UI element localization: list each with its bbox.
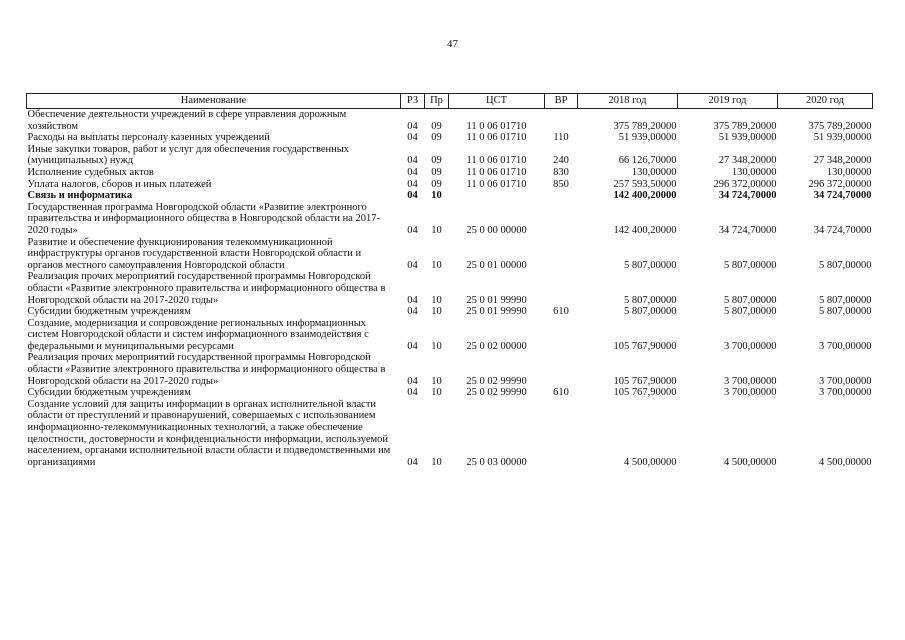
- cell-y2020: 51 939,00000: [813, 132, 872, 144]
- table-row: [27, 109, 873, 133]
- cell-pr: 10: [431, 306, 442, 318]
- cell-name: Реализация прочих мероприятий государственной программы Новгородской области «Развитие электронного правительства и информационного общества в Новгородской области на 2017-2020 годы»: [27, 352, 386, 387]
- cell-vr: 610: [553, 306, 569, 318]
- cell-pr: 10: [431, 456, 442, 468]
- cell-y2018: 5 807,00000: [624, 294, 677, 306]
- cell-pr: 10: [431, 294, 442, 306]
- cell-y2020: 3 700,00000: [819, 387, 872, 399]
- cell-y2019: 3 700,00000: [724, 375, 777, 387]
- cell-vr: [545, 237, 578, 272]
- cell-rz: 04: [407, 178, 418, 190]
- cell-name: Обеспечение деятельности учреждений в сфере управления дорожным хозяйством: [27, 109, 347, 132]
- cell-pr: 10: [431, 259, 442, 271]
- cell-vr: [545, 352, 578, 387]
- table-row: [27, 179, 873, 191]
- cell-y2019: 5 807,00000: [724, 259, 777, 271]
- cell-rz: 04: [407, 155, 418, 167]
- header-rz: РЗ: [401, 94, 425, 109]
- cell-name: Исполнение судебных актов: [27, 166, 154, 178]
- cell-pr: 09: [431, 178, 442, 190]
- cell-y2020: 4 500,00000: [819, 456, 872, 468]
- header-2018: 2018 год: [578, 94, 678, 109]
- cell-rz: 04: [407, 132, 418, 144]
- header-name: Наименование: [27, 94, 401, 109]
- cell-y2020: 130,00000: [826, 166, 872, 178]
- header-vr: ВР: [545, 94, 578, 109]
- cell-y2018: 66 126,70000: [618, 155, 677, 167]
- cell-cst: 25 0 00 00000: [466, 224, 527, 236]
- cell-y2019: 3 700,00000: [724, 340, 777, 352]
- cell-y2019: 130,00000: [731, 166, 777, 178]
- cell-vr: [545, 399, 578, 469]
- cell-name: Иные закупки товаров, работ и услуг для обеспечения государственных (муниципальных) нужд: [27, 143, 350, 167]
- cell-y2018: 142 400,20000: [613, 190, 677, 202]
- cell-rz: 04: [407, 120, 418, 132]
- cell-name: Создание, модернизация и сопровождение региональных информационных систем Новгородской области и систем информационного взаимодействия с федеральными и муниципальными ресурсами: [27, 317, 369, 352]
- cell-pr: 10: [431, 375, 442, 387]
- cell-y2020: 5 807,00000: [819, 294, 872, 306]
- cell-y2018: 375 789,20000: [613, 120, 677, 132]
- cell-y2018: 142 400,20000: [613, 224, 677, 236]
- table-row: [27, 352, 873, 387]
- cell-pr: 09: [431, 120, 442, 132]
- cell-cst: 25 0 01 00000: [466, 259, 527, 271]
- cell-y2020: 5 807,00000: [819, 306, 872, 318]
- cell-pr: 09: [431, 166, 442, 178]
- cell-y2020: 3 700,00000: [819, 375, 872, 387]
- cell-y2020: 34 724,70000: [813, 190, 872, 202]
- table-row: [27, 190, 873, 202]
- cell-y2018: 105 767,90000: [613, 387, 677, 399]
- cell-y2018: 105 767,90000: [613, 340, 677, 352]
- cell-cst: 25 0 02 00000: [466, 340, 527, 352]
- cell-vr: 850: [553, 178, 569, 190]
- cell-y2019: 34 724,70000: [718, 190, 777, 202]
- cell-cst: [449, 190, 545, 202]
- cell-y2019: 3 700,00000: [724, 387, 777, 399]
- cell-pr: 10: [431, 190, 442, 202]
- cell-y2019: 51 939,00000: [718, 132, 777, 144]
- cell-rz: 04: [407, 294, 418, 306]
- cell-y2019: 296 372,00000: [713, 178, 777, 190]
- cell-vr: [545, 190, 578, 202]
- table-row: [27, 387, 873, 399]
- cell-y2020: 27 348,20000: [813, 155, 872, 167]
- cell-cst: 11 0 06 01710: [466, 178, 527, 190]
- cell-cst: 11 0 06 01710: [466, 120, 527, 132]
- header-2019: 2019 год: [678, 94, 778, 109]
- page-number: 47: [447, 38, 458, 50]
- cell-y2018: 5 807,00000: [624, 306, 677, 318]
- header-2020: 2020 год: [778, 94, 873, 109]
- cell-name: Субсидии бюджетным учреждениям: [27, 387, 191, 399]
- cell-rz: 04: [407, 340, 418, 352]
- cell-y2018: 130,00000: [631, 166, 677, 178]
- cell-pr: 10: [431, 340, 442, 352]
- cell-rz: 04: [407, 375, 418, 387]
- cell-vr: 110: [553, 132, 569, 144]
- cell-pr: 10: [431, 387, 442, 399]
- cell-rz: 04: [407, 259, 418, 271]
- cell-name: Субсидии бюджетным учреждениям: [27, 306, 191, 318]
- cell-y2019: 5 807,00000: [724, 306, 777, 318]
- table-row: [27, 237, 873, 272]
- cell-y2018: 5 807,00000: [624, 259, 677, 271]
- cell-rz: 04: [407, 224, 418, 236]
- header-cst: ЦСТ: [449, 94, 545, 109]
- cell-name: Уплата налогов, сборов и иных платежей: [27, 178, 212, 190]
- cell-vr: [545, 109, 578, 133]
- cell-rz: 04: [407, 387, 418, 399]
- table-row: [27, 144, 873, 167]
- cell-vr: 240: [553, 155, 569, 167]
- cell-vr: [545, 271, 578, 306]
- cell-pr: 09: [431, 155, 442, 167]
- cell-y2020: 375 789,20000: [808, 120, 872, 132]
- cell-name: Связь и информатика: [27, 190, 133, 202]
- cell-vr: [545, 318, 578, 353]
- cell-name: Государственная программа Новгородской области «Развитие электронного правительства и информационного общества в Новгородской области на 2017-2020 годы»: [27, 201, 381, 236]
- table-row: [27, 271, 873, 306]
- cell-y2019: 27 348,20000: [718, 155, 777, 167]
- cell-y2019: 5 807,00000: [724, 294, 777, 306]
- cell-cst: 11 0 06 01710: [466, 132, 527, 144]
- cell-name: Развитие и обеспечение функционирования телекоммуникационной инфраструктуры органов государственной власти Новгородской области и органов местного самоуправления Новгородской области: [27, 236, 362, 271]
- table-row: [27, 202, 873, 237]
- cell-name: Создание условий для защиты информации в органах исполнительной власти области от преступлений и правонарушений, совершаемых с использованием информационно-телекоммуникационных технологий, а также обеспечение целостности, достоверности и конфиденциальности информации, используемой населением, органами исполнительной власти области и подведомственными им организациями: [27, 398, 391, 468]
- cell-y2018: 4 500,00000: [624, 456, 677, 468]
- cell-rz: 04: [407, 456, 418, 468]
- cell-name: Реализация прочих мероприятий государственной программы Новгородской области «Развитие электронного правительства и информационного общества в Новгородской области на 2017-2020 годы»: [27, 271, 386, 306]
- cell-y2020: 5 807,00000: [819, 259, 872, 271]
- table-header-row: [27, 94, 873, 109]
- cell-cst: 11 0 06 01710: [466, 155, 527, 167]
- header-pr: Пр: [425, 94, 449, 109]
- cell-cst: 11 0 06 01710: [466, 166, 527, 178]
- cell-vr: [545, 202, 578, 237]
- cell-cst: 25 0 02 99990: [466, 375, 527, 387]
- cell-y2020: 296 372,00000: [808, 178, 872, 190]
- cell-rz: 04: [407, 190, 418, 202]
- cell-y2018: 257 593,50000: [613, 178, 677, 190]
- cell-cst: 25 0 02 99990: [466, 387, 527, 399]
- cell-vr: 610: [553, 387, 569, 399]
- cell-pr: 10: [431, 224, 442, 236]
- cell-y2019: 375 789,20000: [713, 120, 777, 132]
- cell-y2019: 4 500,00000: [724, 456, 777, 468]
- cell-cst: 25 0 01 99990: [466, 306, 527, 318]
- cell-y2020: 34 724,70000: [813, 224, 872, 236]
- cell-y2019: 34 724,70000: [718, 224, 777, 236]
- table-body: [27, 109, 873, 469]
- cell-y2020: 3 700,00000: [819, 340, 872, 352]
- cell-cst: 25 0 01 99990: [466, 294, 527, 306]
- table-row: [27, 399, 873, 469]
- cell-rz: 04: [407, 306, 418, 318]
- table-row: [27, 167, 873, 179]
- cell-name: Расходы на выплаты персоналу казенных учреждений: [27, 132, 270, 144]
- cell-rz: 04: [407, 166, 418, 178]
- budget-table: [26, 93, 873, 468]
- table-row: [27, 306, 873, 318]
- cell-y2018: 51 939,00000: [618, 132, 677, 144]
- cell-vr: 830: [553, 166, 569, 178]
- table-row: [27, 132, 873, 144]
- cell-y2018: 105 767,90000: [613, 375, 677, 387]
- cell-pr: 09: [431, 132, 442, 144]
- table-row: [27, 318, 873, 353]
- cell-cst: 25 0 03 00000: [466, 456, 527, 468]
